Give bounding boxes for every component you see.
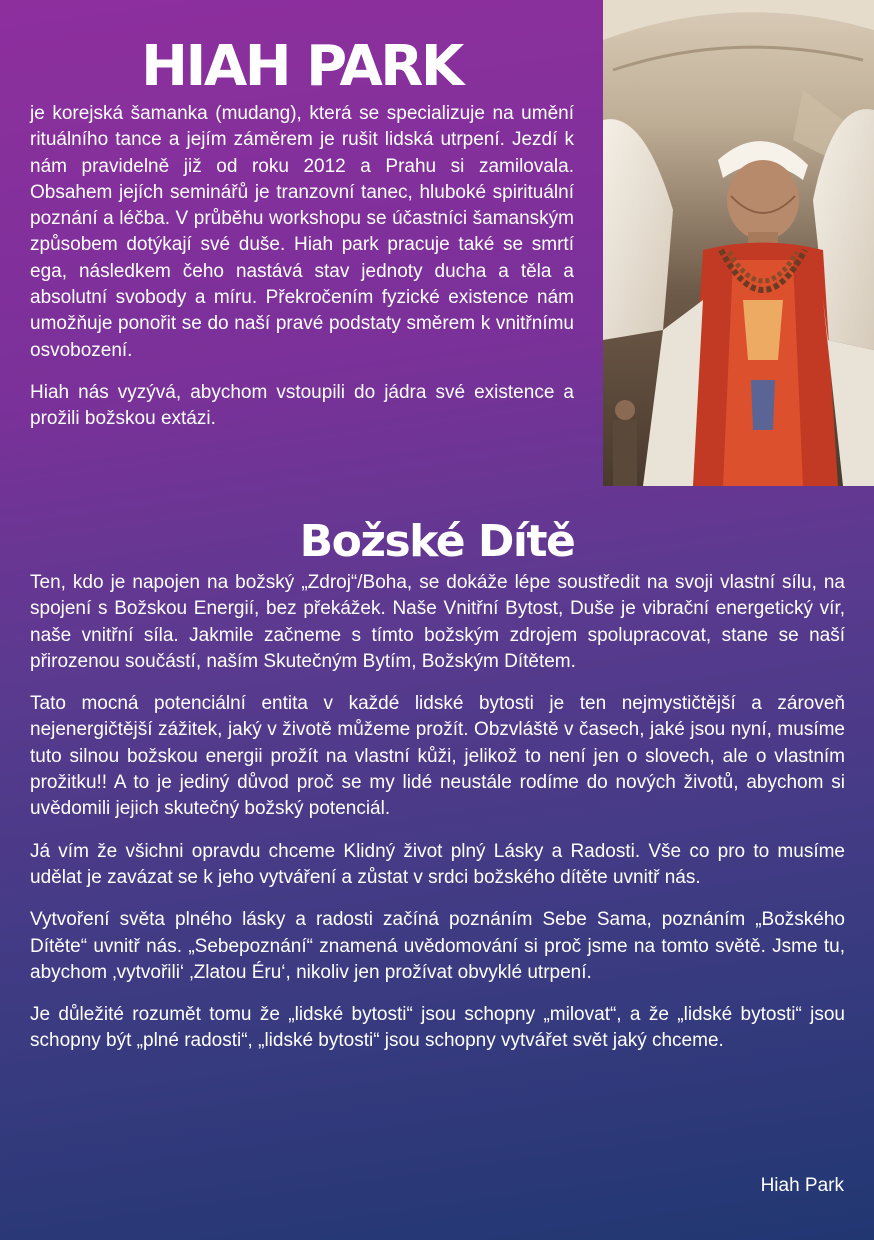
shaman-dancer-photo [603, 0, 874, 486]
intro-paragraph: Hiah nás vyzývá, abychom vstoupili do jádra své existence a prožili božskou extázi. [30, 381, 574, 430]
body-paragraph: Já vím že všichni opravdu chceme Klidný život plný Lásky a Radosti. Vše co pro to musíme udělat je zavázat se k jeho vytváření a zůstat v srdci božského dítěte uvnitř nás. [30, 840, 845, 888]
intro-paragraph: je korejská šamanka (mudang), která se specializuje na umění rituálního tance a jejím záměrem je rušit lidská utrpení. Jezdí k nám pravidelně již od roku 2012 a Prahu si zamilovala. Obsahem jejích seminářů je tranzovní tanec, hluboké spirituální poznání a léčba. V průběhu workshopu se účastníci šamanským způsobem dotýkají své duše. Hiah park pracuje také se smrtí ega, následkem čeho nastává stav jednoty ducha a těla a absolutní svobody a míru. Překročením fyzické existence nám umožňuje ponořit se do naší pravé podstaty směrem k vnitřnímu osvobození. [30, 103, 574, 361]
section-body [30, 570, 845, 1055]
shaman-dancer-illustration [603, 0, 874, 486]
body-paragraph: Vytvoření světa plného lásky a radosti začíná poznáním Sebe Sama, poznáním „Božského Dítěte“ uvnitř nás. „Sebepoznání“ znamená uvědomování si proč jsme na tomto světě. Jsme tu, abychom ‚vytvořili‘ ‚Zlatou Éru‘, nikoliv jen prožívat obvyklé utrpení. [30, 909, 845, 983]
body-paragraph: Je důležité rozumět tomu že „lidské bytosti“ jsou schopny „milovat“, a že „lidské bytosti“ jsou schopny být „plné radosti“, „lidské bytosti“ jsou schopny vytvářet svět jaký chceme. [30, 1004, 845, 1052]
hero-title: HIAH PARK [141, 34, 462, 99]
section-title: Božské Dítě [299, 516, 575, 567]
body-paragraph: Tato mocná potenciální entita v každé lidské bytosti je ten nejmystičtější a zároveň nejenergičtější zážitek, jaký v životě můžeme prožít. Obzvláště v časech, jaké jsou nyní, musíme tuto silnou božskou energii prožít na vlastní kůži, jelikož to není jen o slovech, ale o vlastním prožitku!! A to je jediný důvod proč se my lidé neustále rodíme do nových životů, abychom si uvědomili jejich skutečný božský potenciál. [30, 693, 845, 820]
body-paragraph: Ten, kdo je napojen na božský „Zdroj“/Boha, se dokáže lépe soustředit na svoji vlastní sílu, na spojení s Božskou Energií, bez překážek. Naše Vnitřní Bytost, Duše je vibrační energetický vír, naše vnitřní síla. Jakmile začneme s tímto božským zdrojem spolupracovat, stane se naší přirozenou součástí, naším Skutečným Bytím, Božským Dítětem. [30, 572, 845, 672]
intro-text [30, 101, 574, 433]
signature: Hiah Park [760, 1175, 844, 1196]
